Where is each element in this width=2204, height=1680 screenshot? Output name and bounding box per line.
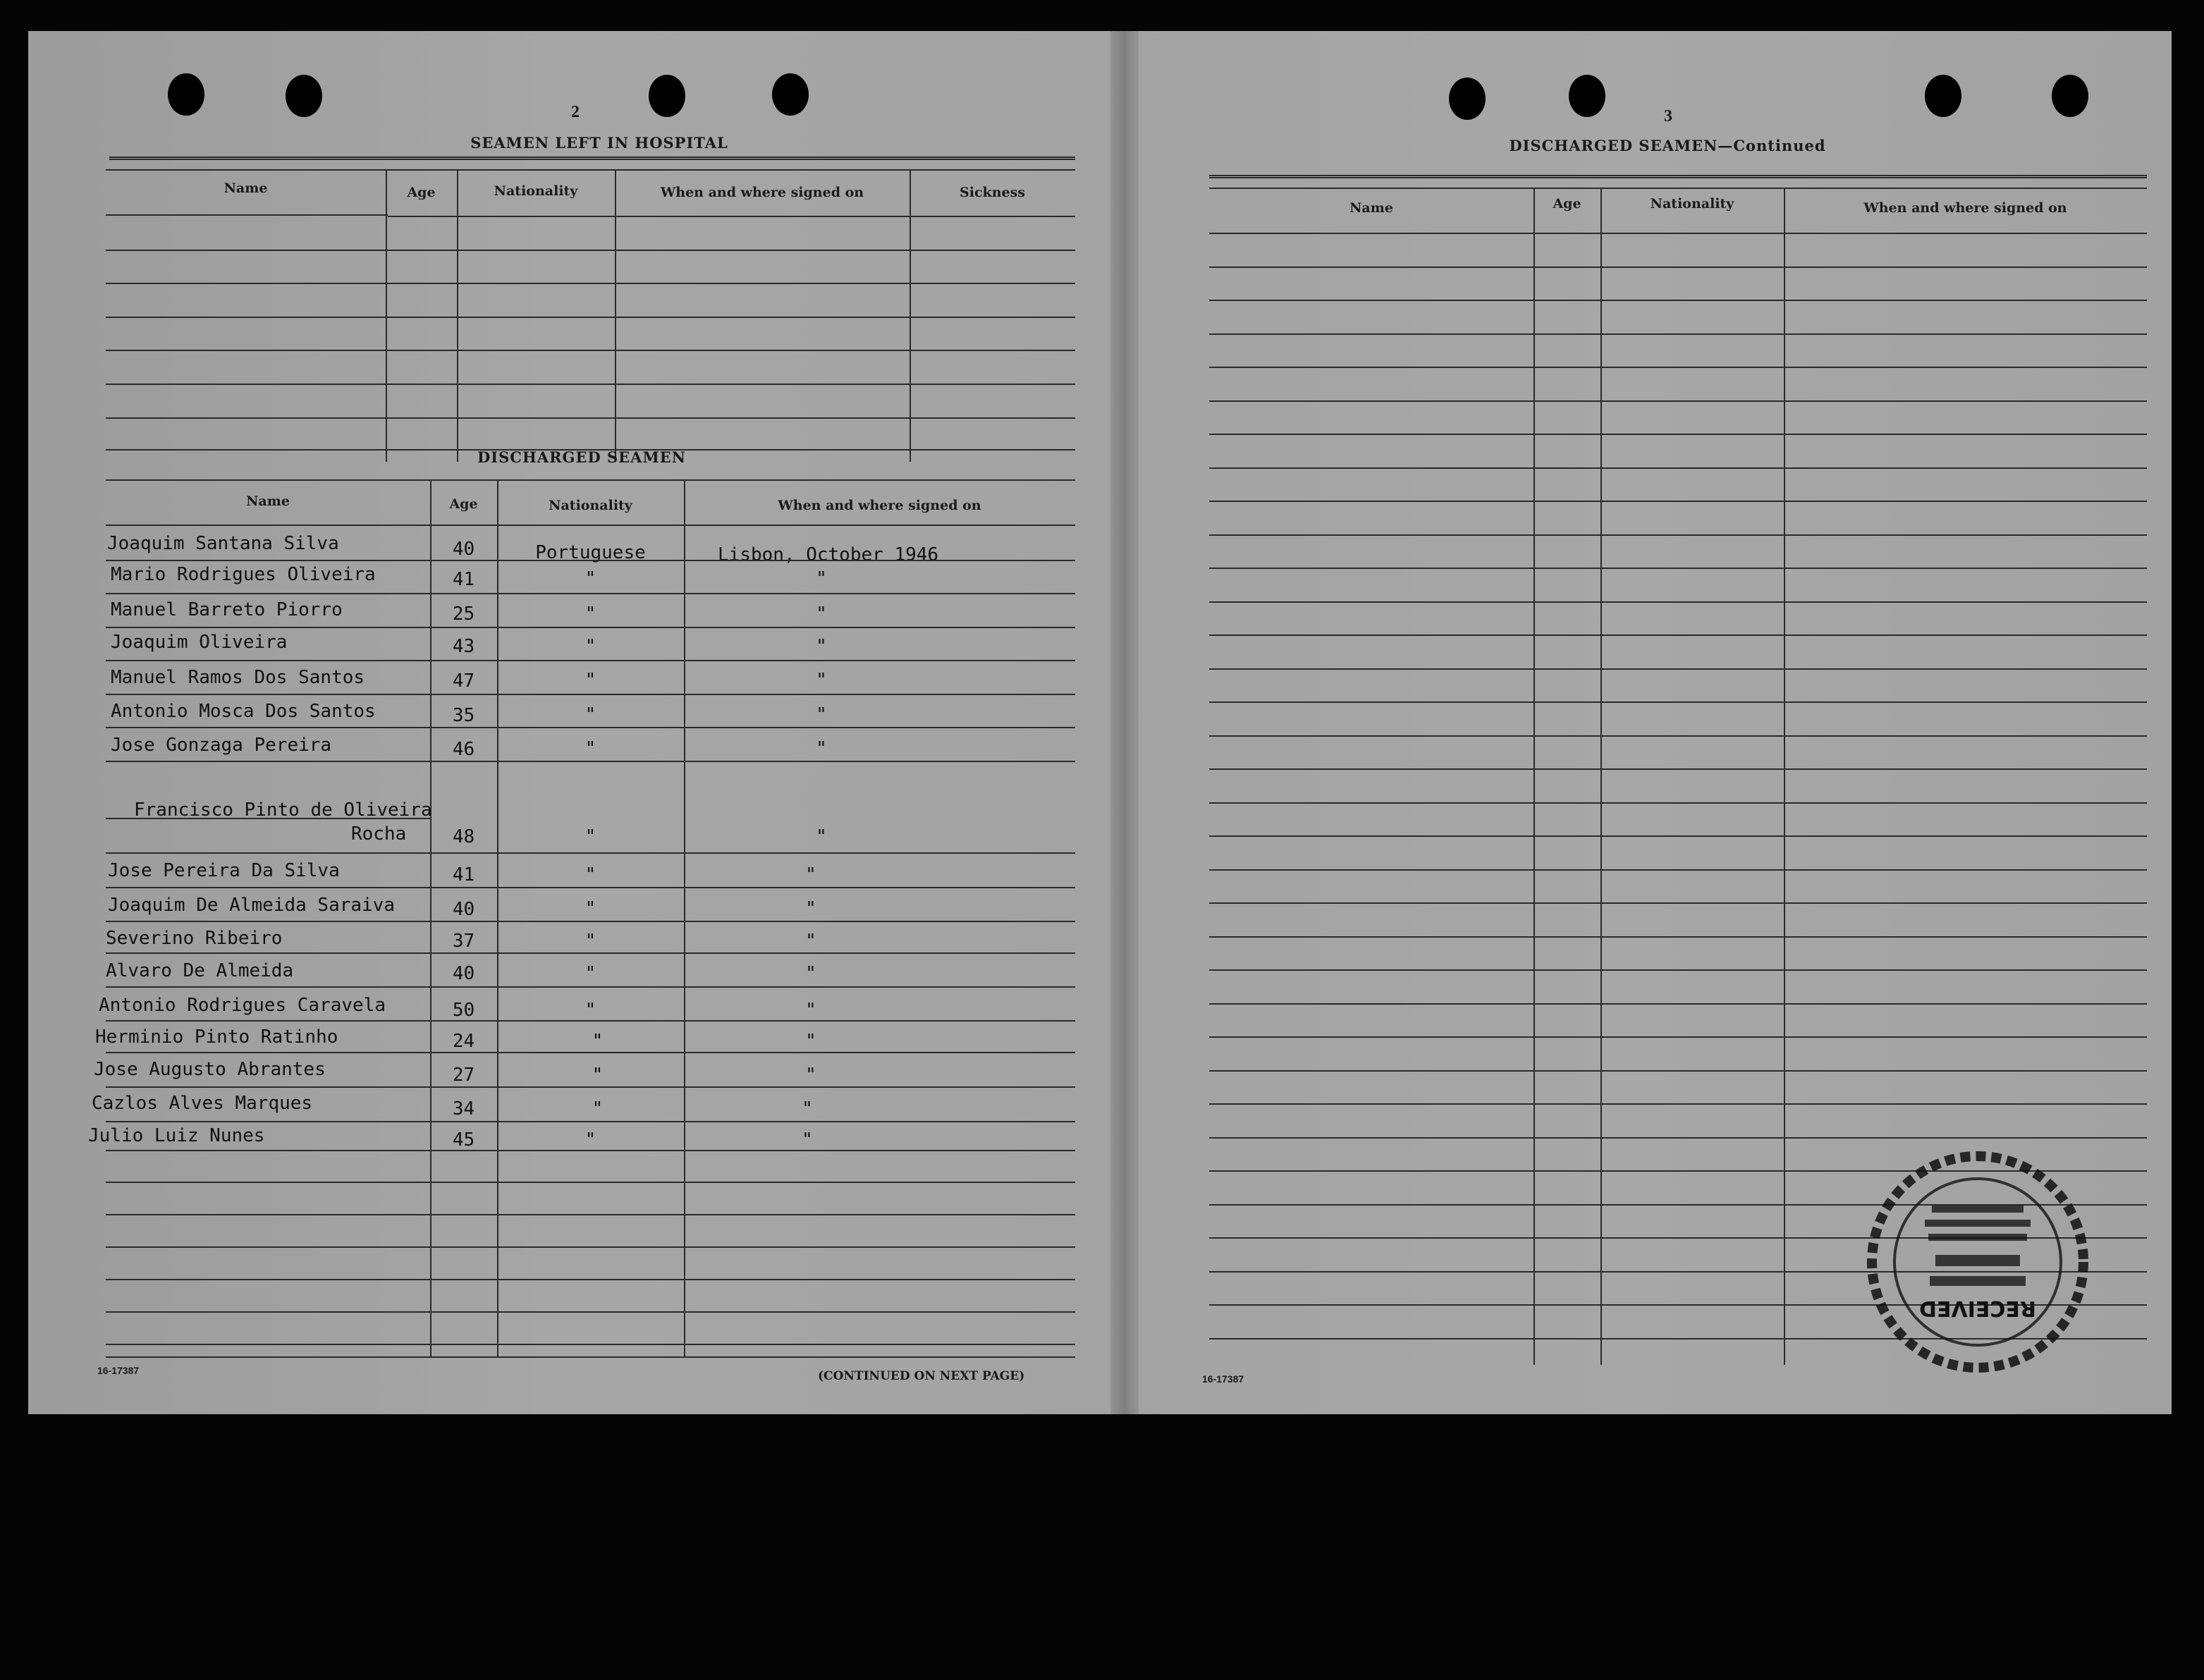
seaman-signed-on: ": [805, 1031, 816, 1052]
right-row-line: [1209, 333, 2147, 335]
discharged-col-signed-on: When and where signed on: [778, 498, 981, 513]
continued-section-title: DISCHARGED SEAMEN—Continued: [1509, 137, 1826, 154]
seaman-name: Jose Augusto Abrantes: [94, 1059, 326, 1080]
hospital-row-line: [106, 384, 1075, 385]
seaman-nationality: ": [584, 670, 596, 691]
right-row-line: [1209, 1003, 2147, 1005]
right-col-signed-on: When and where signed on: [1863, 200, 2067, 216]
right-row-line: [1209, 434, 2147, 435]
seaman-signed-on: ": [802, 1098, 813, 1120]
right-row-line: [1209, 467, 2147, 469]
seaman-nationality: ": [584, 864, 596, 885]
seaman-age: 25: [452, 603, 475, 625]
right-row-line: [1209, 266, 2147, 268]
right-row-line: [1209, 936, 2147, 938]
right-page: [1139, 31, 2172, 1414]
empty-row-line: [106, 1344, 1075, 1345]
seaman-name: Antonio Mosca Dos Santos: [111, 701, 376, 722]
hospital-row-line: [106, 283, 1075, 284]
empty-row-line: [106, 1182, 1075, 1183]
right-row-line: [1209, 501, 2147, 502]
right-row-line: [1209, 802, 2147, 804]
hospital-row-line: [106, 250, 1075, 251]
empty-row-line: [106, 1214, 1075, 1215]
seaman-nationality: ": [584, 963, 596, 984]
hospital-col-name: Name: [224, 180, 268, 196]
seaman-name: Joaquim Santana Silva: [107, 533, 339, 554]
right-row-line: [1209, 568, 2147, 569]
hospital-col-nationality: Nationality: [494, 183, 578, 199]
form-number: 16-17387: [1202, 1373, 1244, 1385]
hospital-row-line: [106, 350, 1075, 351]
seaman-signed-on: ": [816, 568, 827, 589]
seaman-signed-on: ": [816, 603, 827, 625]
seaman-signed-on: ": [805, 1000, 816, 1021]
right-col-nationality: Nationality: [1650, 196, 1734, 211]
continued-note: (CONTINUED ON NEXT PAGE): [818, 1369, 1025, 1383]
seaman-age: 47: [452, 670, 475, 692]
seaman-age: 35: [452, 705, 475, 726]
right-row-line: [1209, 400, 2147, 402]
discharged-col-age: Age: [449, 496, 478, 512]
right-col-age: Age: [1553, 196, 1581, 211]
seaman-age: 46: [452, 739, 475, 760]
right-row-line: [1209, 1103, 2147, 1105]
right-row-line: [1209, 1137, 2147, 1139]
seaman-signed-on: ": [816, 704, 827, 725]
right-row-line: [1209, 701, 2147, 703]
received-stamp: [1865, 1149, 2090, 1375]
page-number: 3: [1664, 107, 1672, 125]
seaman-nationality: ": [584, 704, 596, 725]
seaman-age: 34: [452, 1098, 475, 1120]
seaman-signed-on: Lisbon, October 1946: [718, 544, 939, 565]
seaman-nationality: ": [584, 568, 596, 589]
seaman-name: Severino Ribeiro: [106, 928, 283, 949]
seaman-name: Alvaro De Almeida: [106, 960, 294, 981]
hospital-col-signed-on: When and where signed on: [660, 185, 864, 200]
right-row-line: [1209, 300, 2147, 301]
right-row-line: [1209, 835, 2147, 837]
page-number: 2: [571, 103, 580, 121]
hospital-col-sickness: Sickness: [960, 185, 1025, 200]
empty-row-line: [106, 1246, 1075, 1248]
right-row-line: [1209, 969, 2147, 971]
right-col-name: Name: [1349, 200, 1393, 216]
seaman-age: 41: [452, 569, 475, 590]
seaman-name: Julio Luiz Nunes: [88, 1125, 265, 1146]
hospital-row-line: [106, 317, 1075, 318]
seaman-nationality: ": [592, 1065, 604, 1086]
right-row-line: [1209, 233, 2147, 234]
seaman-age: 40: [452, 539, 475, 560]
discharged-col-nationality: Nationality: [549, 498, 632, 513]
seaman-nationality: ": [584, 603, 596, 625]
right-row-line: [1209, 367, 2147, 368]
seaman-name: Mario Rodrigues Oliveira: [111, 564, 376, 585]
right-row-line: [1209, 668, 2147, 670]
seaman-age: 27: [452, 1065, 475, 1086]
seaman-nationality: ": [592, 1031, 604, 1052]
seaman-nationality: Portuguese: [535, 542, 646, 563]
seaman-signed-on: ": [816, 738, 827, 759]
seaman-nationality: ": [584, 1000, 596, 1021]
right-row-line: [1209, 869, 2147, 871]
seaman-signed-on: ": [805, 963, 816, 984]
seaman-signed-on: ": [816, 826, 827, 847]
seaman-name: Antonio Rodrigues Caravela: [99, 995, 386, 1016]
seaman-age: 24: [452, 1031, 475, 1052]
seaman-age: 45: [452, 1129, 475, 1151]
seaman-nationality: ": [584, 826, 596, 847]
right-row-line: [1209, 1036, 2147, 1038]
seaman-signed-on: ": [805, 931, 816, 952]
seaman-age: 43: [452, 636, 475, 657]
seaman-age: 50: [452, 1000, 475, 1021]
discharged-section-title: DISCHARGED SEAMEN: [477, 448, 686, 466]
seaman-name: Jose Gonzaga Pereira: [111, 735, 332, 756]
seaman-signed-on: ": [805, 1065, 816, 1086]
seaman-age: 48: [452, 826, 475, 847]
hospital-section-title: SEAMEN LEFT IN HOSPITAL: [470, 134, 728, 152]
seaman-signed-on: ": [805, 864, 816, 885]
seaman-name: Cazlos Alves Marques: [92, 1093, 313, 1114]
seaman-nationality: ": [584, 738, 596, 759]
seaman-nationality: ": [584, 931, 596, 952]
document-scan: [28, 31, 2172, 1414]
left-page: [28, 31, 1107, 1414]
right-row-line: [1209, 735, 2147, 737]
seaman-name: Joaquim Oliveira: [111, 632, 288, 653]
seaman-age: 40: [452, 963, 475, 984]
empty-row-line: [106, 1311, 1075, 1313]
stamp-text: RECEIVED: [1919, 1296, 2036, 1320]
seaman-signed-on: ": [805, 898, 816, 919]
seaman-nationality: ": [584, 898, 596, 919]
seaman-nationality: ": [584, 1129, 596, 1151]
right-row-line: [1209, 601, 2147, 603]
seaman-nationality: ": [584, 636, 596, 657]
seaman-name: Francisco Pinto de Oliveira: [134, 799, 432, 821]
seaman-age: 41: [452, 864, 475, 885]
seaman-nationality: ": [592, 1098, 604, 1120]
discharged-col-name: Name: [246, 493, 290, 509]
page-spine: [1110, 31, 1139, 1414]
seaman-signed-on: ": [816, 636, 827, 657]
seaman-age: 37: [452, 931, 475, 952]
right-row-line: [1209, 634, 2147, 636]
seaman-signed-on: ": [802, 1129, 813, 1151]
seaman-name: Manuel Ramos Dos Santos: [111, 667, 365, 688]
seaman-signed-on: ": [816, 670, 827, 691]
hospital-row-line: [106, 417, 1075, 419]
seaman-name: Jose Pereira Da Silva: [108, 860, 340, 881]
right-row-line: [1209, 534, 2147, 536]
right-row-line: [1209, 768, 2147, 770]
right-row-line: [1209, 902, 2147, 904]
right-row-line: [1209, 1070, 2147, 1072]
seaman-name-line2: Rocha: [351, 823, 407, 845]
hospital-col-age: Age: [407, 185, 436, 200]
form-number: 16-17387: [97, 1365, 140, 1376]
seaman-name: Herminio Pinto Ratinho: [95, 1026, 338, 1048]
seaman-age: 40: [452, 899, 475, 920]
empty-row-line: [106, 1279, 1075, 1280]
seaman-name: Manuel Barreto Piorro: [111, 599, 343, 620]
seaman-name: Joaquim De Almeida Saraiva: [108, 895, 395, 916]
